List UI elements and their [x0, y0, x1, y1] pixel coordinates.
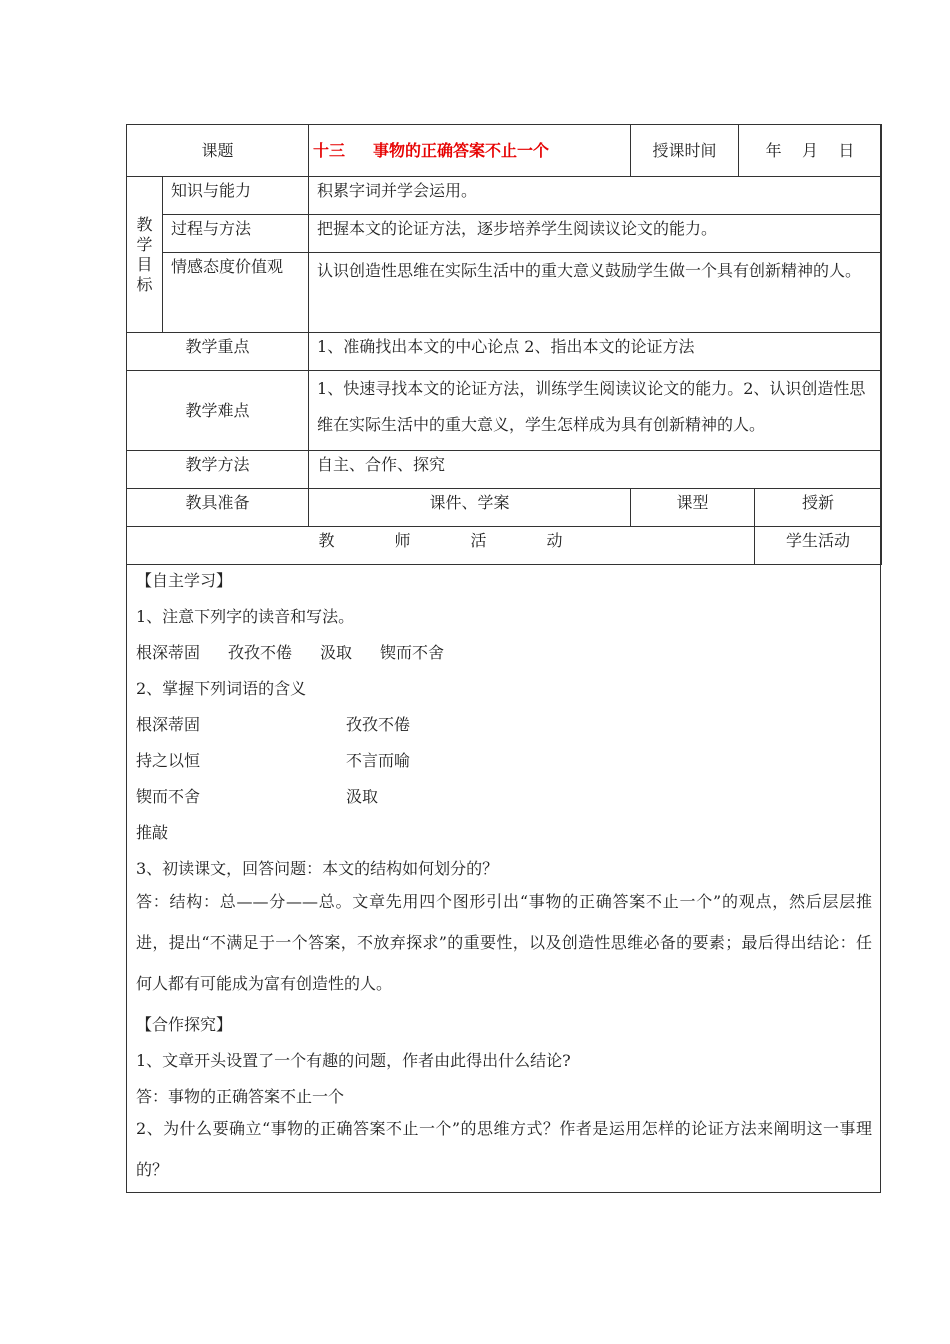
- vocab-word: 持之以恒: [136, 751, 201, 770]
- question-3: 3、初读课文，回答问题：本文的结构如何划分的？: [136, 859, 499, 878]
- goal-row-knowledge: [127, 177, 882, 215]
- goal-value: 认识创造性思维在实际生活中的重大意义鼓励学生做一个具有创新精神的人。: [309, 253, 882, 333]
- teacher-char: 师: [394, 531, 411, 550]
- title-number: 十三: [313, 140, 346, 160]
- vocab-word: 汲取: [320, 643, 353, 662]
- topic-label: 课题: [127, 125, 309, 177]
- question-1: 1、注意下列字的读音和写法。: [136, 607, 355, 626]
- q2-word-row: [136, 748, 876, 770]
- difficulties-value: 1、快速寻找本文的论证方法，训练学生阅读议论文的能力。2、认识创造性思维在实际生活中的重大意义，学生怎样成为具有创新精神的人。: [309, 371, 882, 451]
- header-row: [127, 125, 882, 177]
- cooperation-answer-1: 答：事物的正确答案不止一个: [136, 1087, 345, 1106]
- vocab-word: 汲取: [346, 787, 379, 806]
- cooperation-question-1: 1、文章开头设置了一个有趣的问题，作者由此得出什么结论?: [136, 1051, 571, 1070]
- goal-row-attitude: [127, 253, 882, 333]
- key-points-row: [127, 333, 882, 371]
- activity-header-row: [127, 527, 882, 565]
- lesson-title: [309, 125, 631, 177]
- tools-value: 课件、学案: [309, 489, 631, 527]
- difficulties-row: [127, 371, 882, 451]
- answer-3: 答：结构：总——分——总。文章先用四个图形引出“事物的正确答案不止一个”的观点，然后层层推进，提出“不满足于一个答案，不放弃探求”的重要性，以及创造性思维必备的要素；最后得出结论：任何人都有可能成为富有创造性的人。: [136, 892, 872, 993]
- vocab-word: 孜孜不倦: [346, 715, 411, 734]
- q2-word-row: [136, 712, 876, 734]
- side-char: 教: [136, 214, 153, 234]
- student-activity-label: 学生活动: [755, 527, 882, 565]
- method-row: [127, 451, 882, 489]
- goal-value: 把握本文的论证方法，逐步培养学生阅读议论文的能力。: [309, 215, 882, 253]
- side-char: 标: [136, 274, 153, 294]
- tools-label: 教具准备: [127, 489, 309, 527]
- goal-row-process: [127, 215, 882, 253]
- key-points-value: 1、准确找出本文的中心论点 2、指出本文的论证方法: [309, 333, 882, 371]
- type-value: 授新: [755, 489, 882, 527]
- teacher-char: 教: [318, 531, 335, 550]
- vocab-word: 锲而不舍: [136, 787, 201, 806]
- side-char: 目: [136, 254, 153, 274]
- lesson-plan-table: [126, 124, 882, 565]
- goal-label: 知识与能力: [163, 177, 309, 215]
- vocab-word: 孜孜不倦: [228, 643, 293, 662]
- section-title-self-study: 【自主学习】: [136, 571, 233, 590]
- side-char: 学: [136, 234, 153, 254]
- teacher-activity-label: [127, 527, 755, 565]
- tools-row: [127, 489, 882, 527]
- vocab-word: 根深蒂固: [136, 643, 201, 662]
- section-title-cooperation: 【合作探究】: [136, 1015, 233, 1034]
- teacher-char: 动: [546, 531, 563, 550]
- key-points-label: 教学重点: [127, 333, 309, 371]
- question-2: 2、掌握下列词语的含义: [136, 679, 307, 698]
- difficulties-label: 教学难点: [127, 371, 309, 451]
- goals-side-label: [127, 177, 163, 333]
- goal-label: 过程与方法: [163, 215, 309, 253]
- vocab-word: 推敲: [136, 823, 169, 842]
- method-label: 教学方法: [127, 451, 309, 489]
- title-text: 事物的正确答案不止一个: [373, 140, 550, 160]
- cooperation-question-2: 2、为什么要确立“事物的正确答案不止一个”的思维方式？作者是运用怎样的论证方法来阐明这一事理的？: [136, 1119, 872, 1179]
- q1-word-list: [136, 640, 876, 662]
- time-label: 授课时间: [631, 125, 739, 177]
- vocab-word: 不言而喻: [346, 751, 411, 770]
- vocab-word: 根深蒂固: [136, 715, 201, 734]
- date-field: 年 月 日: [739, 125, 882, 177]
- q2-word-row: [136, 784, 876, 806]
- goal-label: 情感态度价值观: [163, 253, 309, 333]
- method-value: 自主、合作、探究: [309, 451, 882, 489]
- goal-value: 积累字词并学会运用。: [309, 177, 882, 215]
- teacher-char: 活: [470, 531, 487, 550]
- vocab-word: 锲而不舍: [380, 643, 445, 662]
- type-label: 课型: [631, 489, 755, 527]
